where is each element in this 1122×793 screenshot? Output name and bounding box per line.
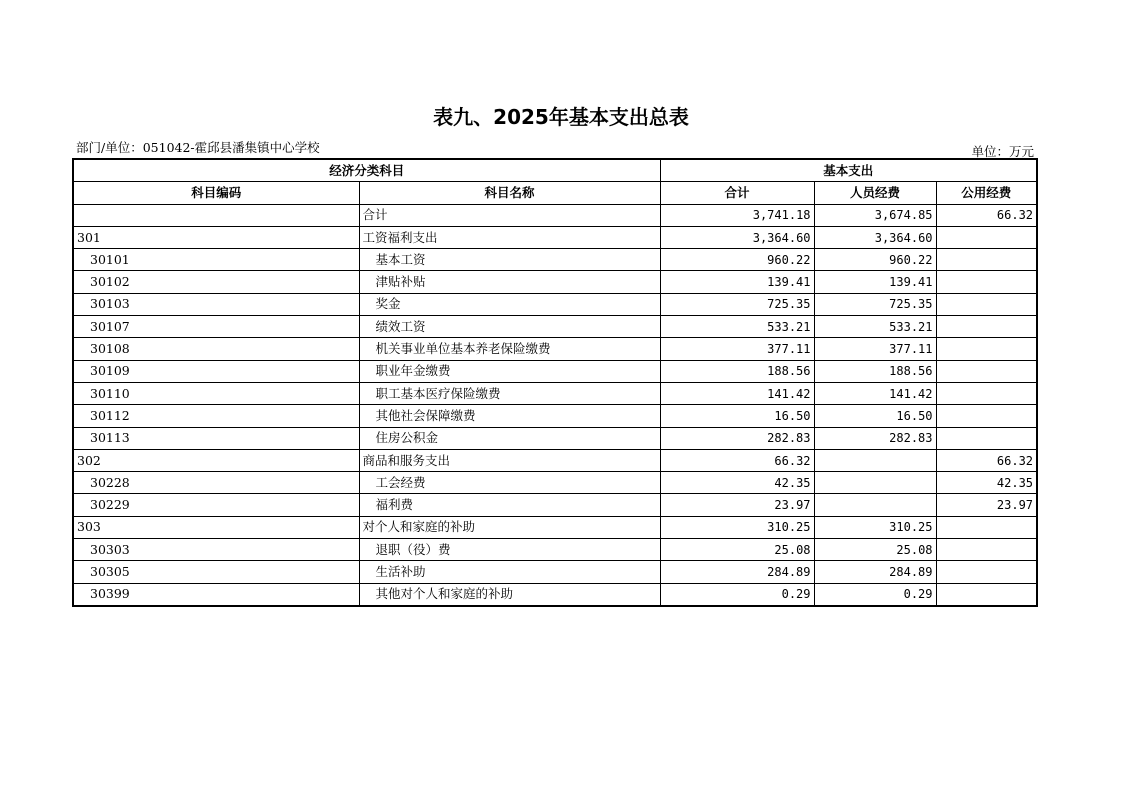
- cell-name: 合计: [359, 204, 660, 226]
- cell-name: 住房公积金: [359, 427, 660, 449]
- cell-personnel: 139.41: [814, 271, 936, 293]
- cell-name: 其他对个人和家庭的补助: [359, 583, 660, 606]
- cell-personnel: 25.08: [814, 539, 936, 561]
- page-title: 表九、2025年基本支出总表: [433, 105, 689, 129]
- cell-total: 284.89: [660, 561, 814, 583]
- cell-code: 30305: [73, 561, 359, 583]
- header-economic-classification: 经济分类科目: [73, 159, 660, 182]
- cell-personnel: 188.56: [814, 360, 936, 382]
- column-header-public: 公用经费: [936, 182, 1037, 204]
- cell-personnel: 282.83: [814, 427, 936, 449]
- cell-name: 绩效工资: [359, 316, 660, 338]
- cell-total: 282.83: [660, 427, 814, 449]
- cell-code: 30112: [73, 405, 359, 427]
- table-row: [73, 226, 1037, 248]
- cell-public: [936, 316, 1037, 338]
- cell-name: 生活补助: [359, 561, 660, 583]
- cell-personnel: 3,364.60: [814, 226, 936, 248]
- table-row: [73, 382, 1037, 404]
- cell-total: 725.35: [660, 293, 814, 315]
- budget-table: [72, 158, 1038, 607]
- table-row: [73, 583, 1037, 606]
- cell-code: [73, 204, 359, 226]
- cell-code: 30399: [73, 583, 359, 606]
- cell-code: 30109: [73, 360, 359, 382]
- cell-public: [936, 382, 1037, 404]
- table-row: [73, 316, 1037, 338]
- cell-public: [936, 561, 1037, 583]
- cell-public: [936, 293, 1037, 315]
- cell-name: 奖金: [359, 293, 660, 315]
- cell-personnel: 3,674.85: [814, 204, 936, 226]
- cell-total: 0.29: [660, 583, 814, 606]
- cell-personnel: 960.22: [814, 249, 936, 271]
- table-row: [73, 271, 1037, 293]
- cell-name: 其他社会保障缴费: [359, 405, 660, 427]
- cell-public: [936, 271, 1037, 293]
- table-row: [73, 405, 1037, 427]
- cell-code: 30108: [73, 338, 359, 360]
- column-header-name: 科目名称: [359, 182, 660, 204]
- cell-name: 职工基本医疗保险缴费: [359, 382, 660, 404]
- cell-total: 310.25: [660, 516, 814, 538]
- cell-code: 30228: [73, 472, 359, 494]
- cell-total: 3,741.18: [660, 204, 814, 226]
- table-row: [73, 293, 1037, 315]
- cell-name: 福利费: [359, 494, 660, 516]
- cell-name: 工会经费: [359, 472, 660, 494]
- cell-personnel: [814, 449, 936, 471]
- cell-code: 30107: [73, 316, 359, 338]
- cell-public: [936, 516, 1037, 538]
- table-row: [73, 539, 1037, 561]
- cell-name: 对个人和家庭的补助: [359, 516, 660, 538]
- cell-name: 职业年金缴费: [359, 360, 660, 382]
- cell-total: 25.08: [660, 539, 814, 561]
- cell-total: 42.35: [660, 472, 814, 494]
- unit-label: 单位：万元: [971, 144, 1034, 159]
- cell-public: 42.35: [936, 472, 1037, 494]
- cell-code: 30113: [73, 427, 359, 449]
- cell-code: 30103: [73, 293, 359, 315]
- cell-public: 66.32: [936, 204, 1037, 226]
- cell-personnel: [814, 472, 936, 494]
- cell-total: 188.56: [660, 360, 814, 382]
- cell-code: 30102: [73, 271, 359, 293]
- cell-personnel: 284.89: [814, 561, 936, 583]
- cell-total: 533.21: [660, 316, 814, 338]
- table-row: [73, 516, 1037, 538]
- cell-total: 3,364.60: [660, 226, 814, 248]
- cell-personnel: 0.29: [814, 583, 936, 606]
- table-row: [73, 338, 1037, 360]
- cell-total: 16.50: [660, 405, 814, 427]
- table-row: [73, 427, 1037, 449]
- table-row: [73, 449, 1037, 471]
- cell-personnel: 310.25: [814, 516, 936, 538]
- cell-public: [936, 226, 1037, 248]
- cell-personnel: 725.35: [814, 293, 936, 315]
- cell-personnel: 377.11: [814, 338, 936, 360]
- table-row: [73, 494, 1037, 516]
- cell-name: 机关事业单位基本养老保险缴费: [359, 338, 660, 360]
- cell-total: 377.11: [660, 338, 814, 360]
- cell-public: [936, 249, 1037, 271]
- cell-personnel: [814, 494, 936, 516]
- cell-code: 30229: [73, 494, 359, 516]
- cell-public: 66.32: [936, 449, 1037, 471]
- cell-code: 30101: [73, 249, 359, 271]
- column-header-personnel: 人员经费: [814, 182, 936, 204]
- table-row: [73, 204, 1037, 226]
- cell-personnel: 533.21: [814, 316, 936, 338]
- cell-public: [936, 360, 1037, 382]
- cell-total: 139.41: [660, 271, 814, 293]
- table-row: [73, 360, 1037, 382]
- cell-name: 商品和服务支出: [359, 449, 660, 471]
- cell-personnel: 16.50: [814, 405, 936, 427]
- cell-code: 30110: [73, 382, 359, 404]
- cell-public: [936, 405, 1037, 427]
- cell-code: 301: [73, 226, 359, 248]
- cell-name: 退职（役）费: [359, 539, 660, 561]
- table-row: [73, 472, 1037, 494]
- cell-public: 23.97: [936, 494, 1037, 516]
- cell-public: [936, 583, 1037, 606]
- cell-code: 303: [73, 516, 359, 538]
- cell-code: 30303: [73, 539, 359, 561]
- table-row: [73, 249, 1037, 271]
- cell-public: [936, 338, 1037, 360]
- department-label: 部门/单位：051042-霍邱县潘集镇中心学校: [76, 140, 320, 155]
- cell-personnel: 141.42: [814, 382, 936, 404]
- cell-public: [936, 539, 1037, 561]
- cell-total: 141.42: [660, 382, 814, 404]
- cell-public: [936, 427, 1037, 449]
- table-body: [73, 204, 1037, 606]
- table-row: [73, 561, 1037, 583]
- column-header-total: 合计: [660, 182, 814, 204]
- cell-total: 23.97: [660, 494, 814, 516]
- header-basic-expenditure: 基本支出: [660, 159, 1037, 182]
- cell-total: 960.22: [660, 249, 814, 271]
- cell-name: 基本工资: [359, 249, 660, 271]
- cell-total: 66.32: [660, 449, 814, 471]
- column-header-code: 科目编码: [73, 182, 359, 204]
- cell-name: 工资福利支出: [359, 226, 660, 248]
- cell-code: 302: [73, 449, 359, 471]
- cell-name: 津贴补贴: [359, 271, 660, 293]
